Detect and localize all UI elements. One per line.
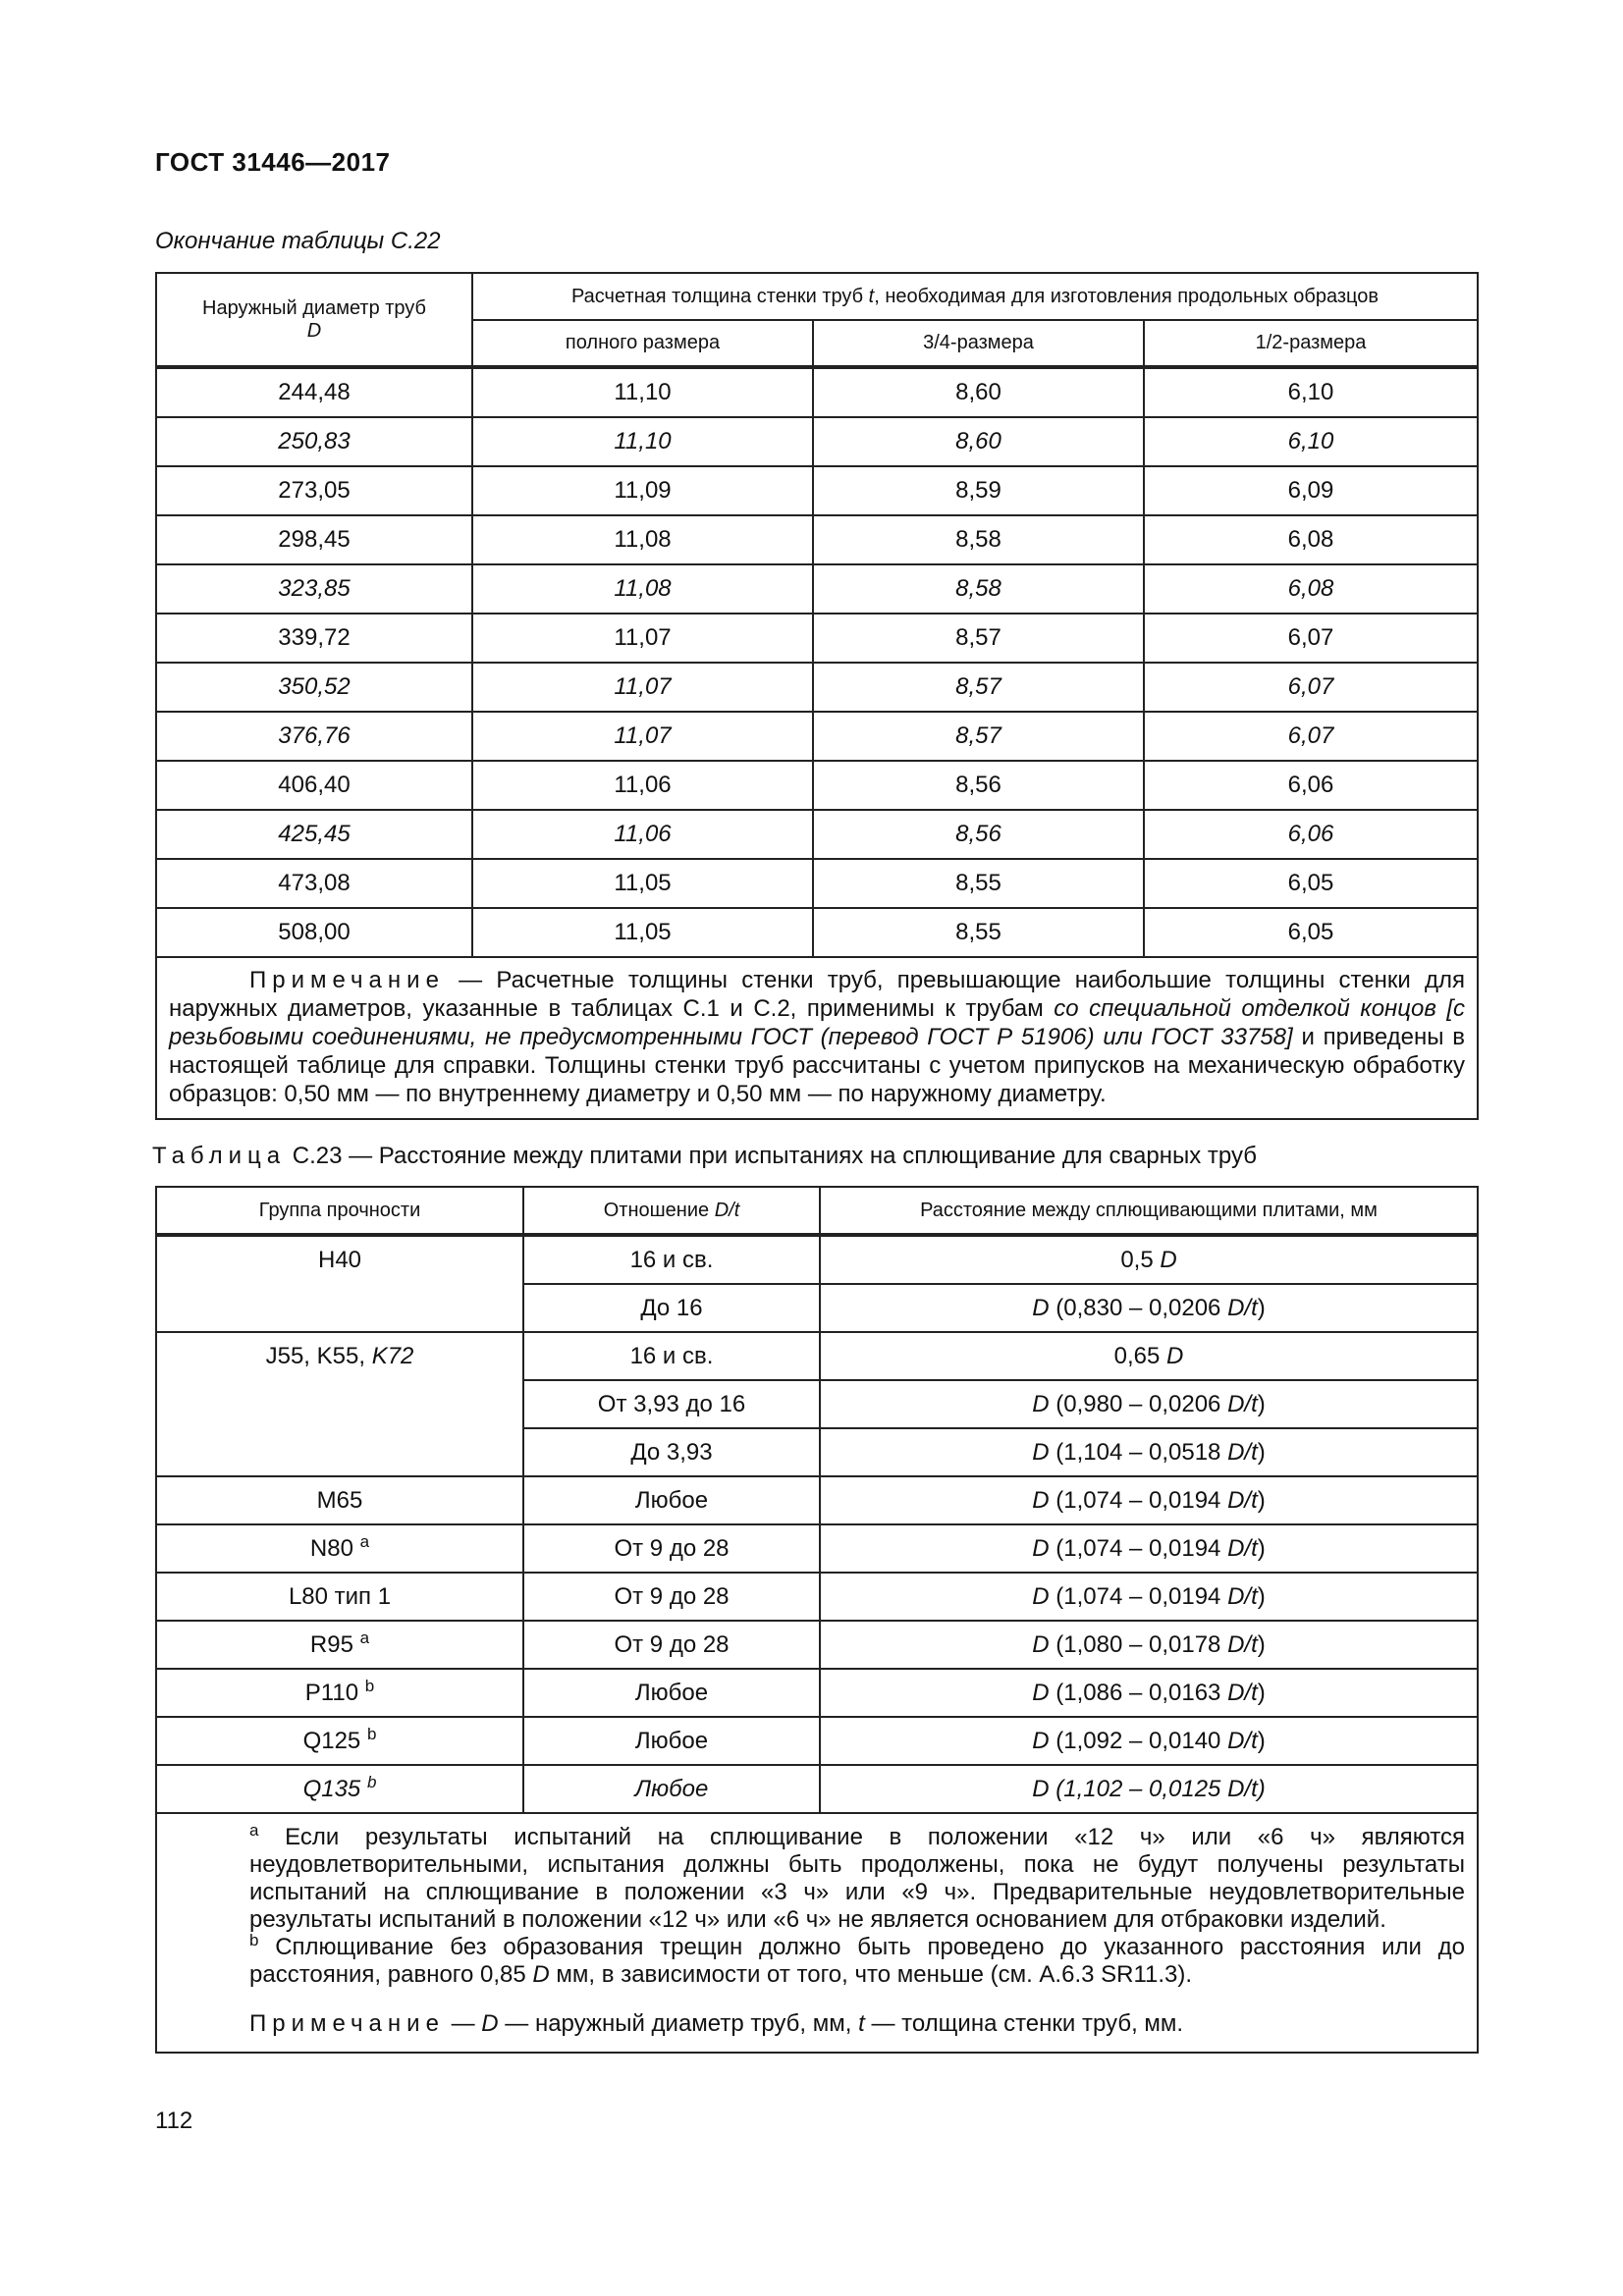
outer-diameter-cell: 473,08 xyxy=(156,859,472,908)
distance-value: 0,65 xyxy=(1113,1342,1167,1369)
group-name: N80 xyxy=(309,1534,353,1562)
outer-diameter-cell: 406,40 xyxy=(156,761,472,810)
note-symbol-t: t xyxy=(858,2010,865,2037)
three-quarter-cell: 8,59 xyxy=(813,466,1144,515)
footnote-a-mark: a xyxy=(249,1821,259,1840)
three-quarter-cell: 8,56 xyxy=(813,810,1144,859)
distance-formula: (1,102 – 0,0125 xyxy=(1049,1775,1228,1802)
full-size-cell: 11,08 xyxy=(472,515,813,564)
header-wall-thickness xyxy=(472,273,1478,320)
table-row xyxy=(156,1235,1478,1284)
distance-cell xyxy=(820,1669,1478,1717)
distance-close: ) xyxy=(1257,1390,1266,1417)
distance-ratio-symbol: D/t xyxy=(1227,1775,1258,1802)
distance-ratio-symbol: D/t xyxy=(1227,1679,1258,1706)
half-size-cell: 6,07 xyxy=(1144,712,1478,761)
note-text-end: — толщина стенки труб, мм. xyxy=(864,2010,1184,2037)
footnote-mark-b: b xyxy=(366,1772,377,1791)
distance-cell xyxy=(820,1476,1478,1524)
distance-close: ) xyxy=(1257,1294,1266,1321)
table-continuation-caption: Окончание таблицы С.22 xyxy=(155,228,441,254)
three-quarter-cell: 8,58 xyxy=(813,564,1144,614)
three-quarter-cell: 8,58 xyxy=(813,515,1144,564)
half-size-cell: 6,05 xyxy=(1144,908,1478,957)
outer-diameter-cell: 244,48 xyxy=(156,367,472,417)
ratio-cell: Любое xyxy=(523,1765,820,1813)
ratio-cell: От 3,93 до 16 xyxy=(523,1380,820,1428)
footnote-a xyxy=(169,1821,1465,1934)
table-row xyxy=(156,908,1478,957)
distance-value: 0,5 xyxy=(1120,1246,1161,1273)
distance-symbol: D xyxy=(1032,1582,1050,1610)
ratio-cell: Любое xyxy=(523,1476,820,1524)
distance-symbol: D xyxy=(1032,1775,1050,1802)
note-symbol-d: D xyxy=(481,2010,499,2037)
distance-symbol: D xyxy=(1032,1438,1050,1466)
distance-cell xyxy=(820,1284,1478,1332)
distance-ratio-symbol: D/t xyxy=(1227,1438,1258,1466)
group-cell xyxy=(156,1717,523,1765)
distance-formula: (0,830 – 0,0206 xyxy=(1049,1294,1228,1321)
note-label: Примечание xyxy=(249,2010,445,2037)
ratio-cell: До 3,93 xyxy=(523,1428,820,1476)
distance-cell xyxy=(820,1380,1478,1428)
distance-ratio-symbol: D/t xyxy=(1227,1294,1258,1321)
outer-diameter-cell: 339,72 xyxy=(156,614,472,663)
distance-cell xyxy=(820,1332,1478,1380)
outer-diameter-cell: 298,45 xyxy=(156,515,472,564)
footnote-b-symbol: D xyxy=(532,1961,550,1988)
distance-symbol: D xyxy=(1032,1679,1050,1706)
group-cell: М65 xyxy=(156,1476,523,1524)
distance-close: ) xyxy=(1257,1534,1266,1562)
header-outer-diameter-label: Наружный диаметр труб xyxy=(202,296,426,319)
note-text-2: и приведены в настоящей таблице для справки. Толщины стенки труб рассчитаны с учетом припусков на механическую обработку образцов: 0,50 мм — по внутреннему диаметру и 0,50 мм — по наружному диаметру. xyxy=(169,1024,1466,1107)
half-size-cell: 6,07 xyxy=(1144,663,1478,712)
distance-formula: (0,980 – 0,0206 xyxy=(1049,1390,1228,1417)
distance-close: ) xyxy=(1257,1630,1266,1658)
header-outer-diameter-symbol: D xyxy=(306,319,322,342)
distance-symbol: D xyxy=(1032,1630,1050,1658)
header-wall-thickness-post: , необходимая для изготовления продольных образцов xyxy=(874,285,1380,307)
page-number: 112 xyxy=(155,2108,193,2134)
table-c23-notes xyxy=(156,1813,1478,2053)
header-half-size: 1/2-размера xyxy=(1144,320,1478,367)
group-cell xyxy=(156,1524,523,1573)
three-quarter-cell: 8,57 xyxy=(813,712,1144,761)
note-text-italic: со специальной отделкой концов [с резьбовыми соединениями, не предусмотренными ГОСТ (перевод ГОСТ Р 51906) или ГОСТ 33758] xyxy=(169,995,1466,1050)
footnote-b-mark: b xyxy=(249,1931,259,1949)
full-size-cell: 11,07 xyxy=(472,614,813,663)
table-row xyxy=(156,1669,1478,1717)
ratio-cell: От 9 до 28 xyxy=(523,1573,820,1621)
header-plate-distance: Расстояние между сплющивающими плитами, мм xyxy=(820,1187,1478,1235)
table-row xyxy=(156,1573,1478,1621)
group-name: R95 xyxy=(309,1630,353,1658)
ratio-cell: От 9 до 28 xyxy=(523,1621,820,1669)
distance-formula: (1,074 – 0,0194 xyxy=(1049,1534,1228,1562)
distance-formula: (1,080 – 0,0178 xyxy=(1049,1630,1228,1658)
distance-symbol: D xyxy=(1166,1342,1184,1369)
half-size-cell: 6,05 xyxy=(1144,859,1478,908)
distance-ratio-symbol: D/t xyxy=(1227,1390,1258,1417)
distance-formula: (1,086 – 0,0163 xyxy=(1049,1679,1228,1706)
table-c22 xyxy=(155,272,1479,1120)
half-size-cell: 6,08 xyxy=(1144,515,1478,564)
note-dash: — xyxy=(444,2010,482,2037)
group-cell xyxy=(156,1765,523,1813)
distance-cell xyxy=(820,1765,1478,1813)
ratio-cell: 16 и св. xyxy=(523,1235,820,1284)
group-cell xyxy=(156,1669,523,1717)
table-row xyxy=(156,1476,1478,1524)
footnote-b-text-2: мм, в зависимости от того, что меньше (см. А.6.3 SR11.3). xyxy=(549,1961,1193,1988)
full-size-cell: 11,09 xyxy=(472,466,813,515)
footnote-mark-a: a xyxy=(359,1628,370,1647)
note-text: — наружный диаметр труб, мм, xyxy=(498,2010,859,2037)
group-cell xyxy=(156,1621,523,1669)
group-italic: K72 xyxy=(371,1343,414,1369)
distance-ratio-symbol: D/t xyxy=(1227,1486,1258,1514)
note-label: Примечание xyxy=(249,967,445,993)
distance-cell xyxy=(820,1524,1478,1573)
full-size-cell: 11,07 xyxy=(472,712,813,761)
three-quarter-cell: 8,55 xyxy=(813,859,1144,908)
table-row xyxy=(156,663,1478,712)
document-code: ГОСТ 31446—2017 xyxy=(155,147,391,177)
table-row xyxy=(156,1621,1478,1669)
table-row xyxy=(156,367,1478,417)
distance-symbol: D xyxy=(1032,1294,1050,1321)
outer-diameter-cell: 350,52 xyxy=(156,663,472,712)
distance-formula: (1,074 – 0,0194 xyxy=(1049,1486,1228,1514)
distance-close: ) xyxy=(1257,1775,1266,1802)
group-name: P110 xyxy=(304,1679,359,1706)
full-size-cell: 11,10 xyxy=(472,367,813,417)
outer-diameter-cell: 376,76 xyxy=(156,712,472,761)
ratio-cell: До 16 xyxy=(523,1284,820,1332)
distance-symbol: D xyxy=(1032,1390,1050,1417)
table-row xyxy=(156,466,1478,515)
distance-formula: (1,074 – 0,0194 xyxy=(1049,1582,1228,1610)
table-c23 xyxy=(155,1186,1479,2054)
group-cell: L80 тип 1 xyxy=(156,1573,523,1621)
distance-ratio-symbol: D/t xyxy=(1227,1727,1258,1754)
ratio-cell: Любое xyxy=(523,1717,820,1765)
distance-cell xyxy=(820,1621,1478,1669)
half-size-cell: 6,10 xyxy=(1144,367,1478,417)
distance-cell xyxy=(820,1428,1478,1476)
full-size-cell: 11,05 xyxy=(472,908,813,957)
distance-cell xyxy=(820,1573,1478,1621)
header-full-size: полного размера xyxy=(472,320,813,367)
footnote-b-text-1: Сплющивание без образования трещин должно быть проведено до указанного расстояния или до расстояния, равного 0,85 xyxy=(249,1934,1465,1988)
distance-ratio-symbol: D/t xyxy=(1227,1534,1258,1562)
header-strength-group: Группа прочности xyxy=(156,1187,523,1235)
three-quarter-cell: 8,60 xyxy=(813,417,1144,466)
distance-ratio-symbol: D/t xyxy=(1227,1630,1258,1658)
half-size-cell: 6,09 xyxy=(1144,466,1478,515)
footnote-a-text: Если результаты испытаний на сплющивание в положении «12 ч» или «6 ч» являются неудовлетворительными, испытания должны быть продолжены, пока не будут получены результаты испытаний на сплющивание в положении «3 ч» или «9 ч». Предварительные неудовлетворительные результаты испытаний в положении «12 ч» или «6 ч» не является основанием для отбраковки изделий. xyxy=(249,1824,1465,1933)
footnote-mark-a: a xyxy=(359,1531,370,1551)
half-size-cell: 6,08 xyxy=(1144,564,1478,614)
table-row xyxy=(156,1332,1478,1380)
group-cell: Н40 xyxy=(156,1235,523,1332)
table-row xyxy=(156,614,1478,663)
distance-symbol: D xyxy=(1160,1246,1177,1273)
header-wall-thickness-pre: Расчетная толщина стенки труб xyxy=(570,285,869,307)
distance-cell xyxy=(820,1717,1478,1765)
header-outer-diameter xyxy=(156,273,472,367)
full-size-cell: 11,07 xyxy=(472,663,813,712)
outer-diameter-cell: 508,00 xyxy=(156,908,472,957)
three-quarter-cell: 8,55 xyxy=(813,908,1144,957)
header-three-quarter-size: 3/4-размера xyxy=(813,320,1144,367)
half-size-cell: 6,06 xyxy=(1144,761,1478,810)
full-size-cell: 11,05 xyxy=(472,859,813,908)
distance-close: ) xyxy=(1257,1679,1266,1706)
header-ratio-symbol: D/t xyxy=(714,1199,740,1221)
footnote-b xyxy=(169,1931,1465,1989)
ratio-cell: От 9 до 28 xyxy=(523,1524,820,1573)
distance-symbol: D xyxy=(1032,1534,1050,1562)
distance-ratio-symbol: D/t xyxy=(1227,1582,1258,1610)
full-size-cell: 11,10 xyxy=(472,417,813,466)
ratio-cell: 16 и св. xyxy=(523,1332,820,1380)
header-ratio-label: Отношение xyxy=(603,1199,715,1221)
distance-formula: (1,092 – 0,0140 xyxy=(1049,1727,1228,1754)
table-row xyxy=(156,564,1478,614)
note-text-1: — Расчетные толщины стенки труб, превышающие наибольшие толщины стенки для наружных диаметров, указанные в таблицах С.1 и С.2, применимы к трубам xyxy=(169,967,1466,1022)
distance-close: ) xyxy=(1257,1582,1266,1610)
header-wall-thickness-symbol: t xyxy=(868,285,875,307)
group-cell xyxy=(156,1332,523,1476)
distance-cell xyxy=(820,1235,1478,1284)
table-c23-caption xyxy=(152,1143,1257,1170)
full-size-cell: 11,08 xyxy=(472,564,813,614)
table-c22-note xyxy=(156,957,1478,1119)
outer-diameter-cell: 425,45 xyxy=(156,810,472,859)
table-row xyxy=(156,515,1478,564)
table-row xyxy=(156,1765,1478,1813)
group-name: Q125 xyxy=(302,1727,361,1754)
group-name: Q135 xyxy=(302,1775,361,1802)
footnote-mark-b: b xyxy=(364,1676,375,1695)
distance-close: ) xyxy=(1257,1727,1266,1754)
three-quarter-cell: 8,57 xyxy=(813,663,1144,712)
distance-symbol: D xyxy=(1032,1486,1050,1514)
table-c23-caption-text: С.23 — Расстояние между плитами при испытаниях на сплющивание для сварных труб xyxy=(286,1143,1257,1169)
half-size-cell: 6,06 xyxy=(1144,810,1478,859)
table-row xyxy=(156,417,1478,466)
table-row xyxy=(156,1524,1478,1573)
table-row xyxy=(156,761,1478,810)
three-quarter-cell: 8,56 xyxy=(813,761,1144,810)
outer-diameter-cell: 323,85 xyxy=(156,564,472,614)
distance-formula: (1,104 – 0,0518 xyxy=(1049,1438,1228,1466)
table-row xyxy=(156,859,1478,908)
distance-close: ) xyxy=(1257,1486,1266,1514)
half-size-cell: 6,07 xyxy=(1144,614,1478,663)
ratio-cell: Любое xyxy=(523,1669,820,1717)
table-row xyxy=(156,1717,1478,1765)
three-quarter-cell: 8,60 xyxy=(813,367,1144,417)
table-row xyxy=(156,712,1478,761)
table-c23-caption-label: Таблица xyxy=(152,1143,287,1169)
full-size-cell: 11,06 xyxy=(472,761,813,810)
full-size-cell: 11,06 xyxy=(472,810,813,859)
half-size-cell: 6,10 xyxy=(1144,417,1478,466)
distance-close: ) xyxy=(1257,1438,1266,1466)
footnote-mark-b: b xyxy=(366,1724,377,1743)
table-row xyxy=(156,810,1478,859)
table-c23-note xyxy=(169,2010,1465,2038)
three-quarter-cell: 8,57 xyxy=(813,614,1144,663)
header-ratio xyxy=(523,1187,820,1235)
outer-diameter-cell: 250,83 xyxy=(156,417,472,466)
outer-diameter-cell: 273,05 xyxy=(156,466,472,515)
group-plain: J55, K55, xyxy=(265,1343,372,1369)
distance-symbol: D xyxy=(1032,1727,1050,1754)
